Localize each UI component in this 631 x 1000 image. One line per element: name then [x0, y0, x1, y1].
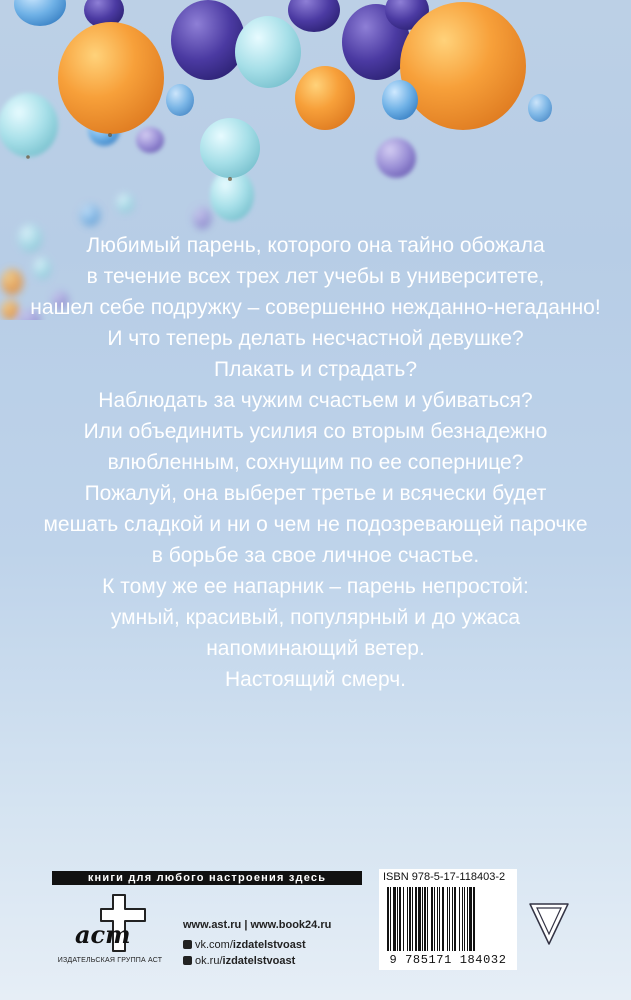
blurb-line: Наблюдать за чужим счастьем и убиваться?: [98, 389, 533, 412]
ok-handle: izdatelstvoast: [222, 955, 296, 967]
vk-handle: izdatelstvoast: [232, 939, 306, 951]
vk-icon: [183, 940, 192, 949]
isbn-box: [379, 869, 517, 970]
vk-prefix: vk.com/: [195, 939, 233, 951]
ast-logo-text: аст: [75, 920, 131, 949]
blurb-line: нашел себе подружку – совершенно нежданно-негаданно!: [30, 296, 601, 319]
blurb-line: в борьбе за свое личное счастье.: [151, 544, 480, 567]
blurb-line: Плакать и страдать?: [213, 358, 418, 381]
blurb-line: Или объединить усилия со вторым безнадежно: [83, 420, 548, 443]
publisher-name: ИЗДАТЕЛЬСКАЯ ГРУППА АСТ: [57, 957, 163, 964]
ok-link[interactable]: [183, 955, 295, 967]
blurb-line: напоминающий ветер.: [206, 637, 425, 660]
blurb-line: влюбленным, сохнущим по ее сопернице?: [107, 451, 524, 474]
blurb-line: в течение всех трех лет учебы в университете,: [86, 265, 545, 288]
blurb-line: И что теперь делать несчастной девушке?: [107, 327, 524, 350]
barcode-digits: 9 785171 184032: [389, 953, 507, 967]
blurb-line: мешать сладкой и ни о чем не подозревающей парочке: [43, 513, 588, 536]
v-imprint-icon: [528, 900, 570, 946]
isbn-number: ISBN 978-5-17-118403-2: [383, 871, 506, 883]
blurb-line: умный, красивый, популярный и до ужаса: [110, 606, 521, 629]
blurb-line: Пожалуй, она выберет третье и всячески будет: [84, 482, 547, 505]
vk-link[interactable]: [183, 939, 306, 951]
website-links[interactable]: www.ast.ru | www.book24.ru: [183, 919, 332, 931]
ok-prefix: ok.ru/: [195, 955, 223, 967]
ast-logo: [73, 893, 153, 953]
tagline-banner: книги для любого настроения здесь: [52, 871, 362, 885]
blurb-line: К тому же ее напарник – парень непростой:: [102, 575, 529, 598]
ok-icon: [183, 956, 192, 965]
blurb-line: Настоящий смерч.: [225, 668, 406, 691]
barcode: [387, 887, 509, 951]
cover-blurb: [20, 230, 611, 695]
blurb-line: Любимый парень, которого она тайно обожала: [86, 234, 545, 257]
